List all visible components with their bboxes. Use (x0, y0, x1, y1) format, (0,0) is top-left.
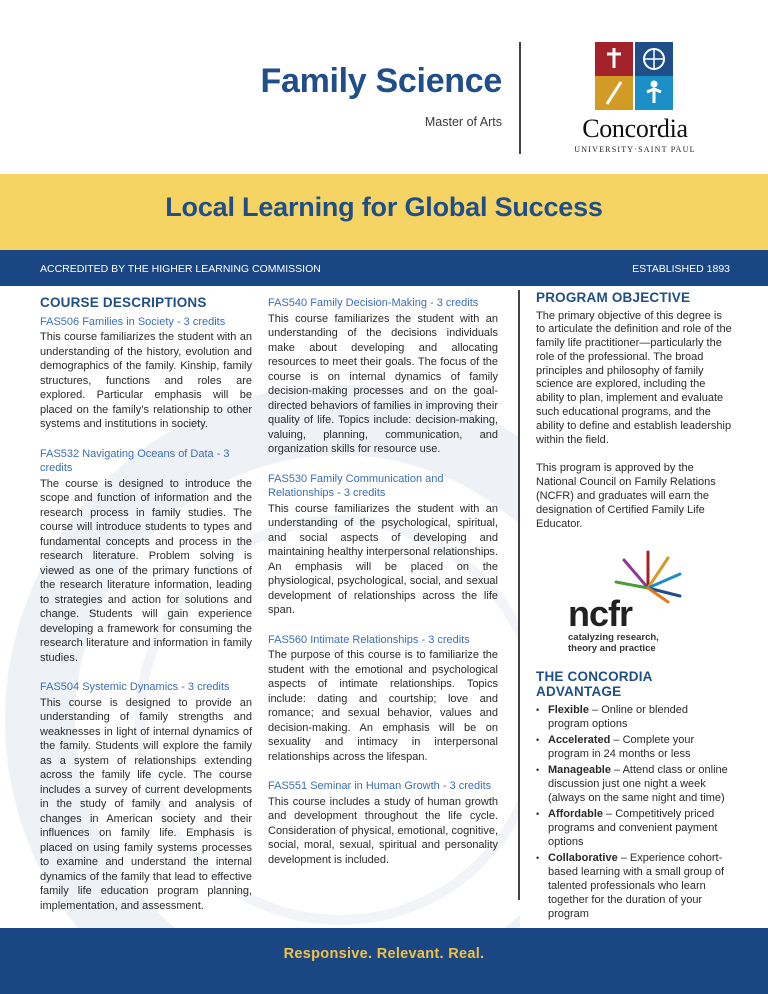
course-item (268, 472, 498, 618)
course-description: The purpose of this course is to familiarize the student with the emotional and psychological aspects of intimate relationships. Topics include: dating and courtship; love and romance; and sexual behavior, values and decision-making. An emphasis will be on sexuality and intimacy in interpersonal relationships across the lifespan. (268, 649, 498, 763)
advantage-text: – Attend class or online discussion just one night a week (always on the same night and time) (548, 764, 728, 805)
ncfr-approval-text: This program is approved by the National Council on Family Relations (NCFR) and graduates will earn the designation of Certified Family Life Educator. (536, 462, 716, 530)
logo-subline: UNIVERSITY·SAINT PAUL (574, 145, 696, 154)
course-item (40, 680, 252, 913)
program-objective-text: The primary objective of this degree is to articulate the definition and role of the family life practitioner—particularly the role of the professional. The broad principles and philosophy of family science are explored, including the ability to plan, implement and evaluate such educational programs, and the ability to define and establish leadership within the field. (536, 309, 732, 446)
course-item (268, 296, 498, 457)
advantage-term: Affordable (548, 808, 603, 821)
course-item (40, 315, 252, 432)
logo-wordmark: Concordia (582, 114, 688, 143)
course-description: This course is designed to provide an understanding of family strengths and weaknesses in light of internal dynamics of the family. Students will explore the family as a system of relationships extending across the family life cycle. The course includes a survey of current developments in the study of family and analysis of changes in American society and their influences on family life. Emphasis is placed on using family systems processes to examine and understand the internal dynamics of the family that lead to effective family life education program planning, implementation, and assessment. (40, 696, 252, 912)
ncfr-tagline-line-1: catalyzing research, (568, 632, 659, 644)
page-subtitle: Master of Arts (424, 115, 502, 129)
advantage-item (536, 851, 732, 921)
column-divider (518, 290, 520, 900)
page-title: Family Science (260, 62, 502, 100)
course-column-2 (268, 296, 498, 882)
advantage-item (536, 733, 732, 761)
ncfr-logo (568, 546, 688, 656)
course-title: FAS504 Systemic Dynamics - 3 credits (40, 681, 230, 693)
course-column-1 (40, 296, 252, 928)
program-objective-heading: PROGRAM OBJECTIVE (536, 290, 691, 305)
banner-headline: Local Learning for Global Success (165, 192, 603, 222)
concordia-logo-icon (573, 42, 697, 110)
advantage-text: – Experience cohort-based learning with a small group of talented professionals who learn together for the duration of your program (548, 852, 725, 921)
ncfr-tagline-line-2: theory and practice (568, 643, 656, 655)
course-item (268, 779, 498, 867)
course-title: FAS551 Seminar in Human Growth - 3 credits (268, 780, 492, 792)
ncfr-wordmark: ncfr (568, 593, 633, 635)
advantage-term: Manageable (548, 764, 611, 777)
course-description: This course includes a study of human growth and development throughout the life cycle. Consideration of physical, emotional, cognitive, social, moral, sexual, spiritual and personality development is included. (268, 795, 498, 866)
advantage-text: – Complete your program in 24 months or less (548, 734, 695, 761)
course-item (268, 633, 498, 765)
course-description: The course is designed to introduce the scope and function of information and the research process in family studies. The course will introduce students to types and fundamental concepts and process in the research literature. Problem solving is viewed as one of the primary functions of the research literature information, leading to strategies and action for solutions and change. Students will gain experience developing a framework for consuming the research literature and information in family studies. (40, 477, 252, 664)
course-description: This course familiarizes the student with an understanding of the psychological, spiritual, and social aspects of developing and maintaining healthy interpersonal relationships. An emphasis will be placed on the physiological, psychological, social, and sexual development of relationships across the life span. (268, 502, 498, 616)
accreditation-bar (0, 250, 768, 286)
advantage-term: Accelerated (548, 734, 611, 747)
advantage-item (536, 703, 732, 731)
sidebar-column (536, 291, 732, 923)
accreditation-text: ACCREDITED BY THE HIGHER LEARNING COMMISSION (40, 263, 321, 275)
established-text: ESTABLISHED 1893 (632, 263, 730, 275)
advantage-heading: THE CONCORDIA ADVANTAGE (536, 669, 653, 699)
footer-slogan: Responsive. Relevant. Real. (283, 946, 485, 962)
advantage-term: Collaborative (548, 852, 618, 865)
ncfr-tagline (568, 632, 698, 654)
header-divider (519, 42, 521, 154)
advantage-item (536, 763, 732, 805)
advantage-term: Flexible (548, 704, 589, 717)
course-title: FAS532 Navigating Oceans of Data - 3 credits (40, 447, 230, 474)
course-title: FAS560 Intimate Relationships - 3 credits (268, 633, 470, 646)
course-title: FAS530 Family Communication and Relationships - 3 credits (268, 472, 444, 499)
advantage-text: – Competitively priced programs and convenient payment options (548, 808, 718, 849)
course-item (40, 447, 252, 666)
course-title: FAS506 Families in Society - 3 credits (40, 315, 226, 328)
advantage-item (536, 807, 732, 849)
course-descriptions-heading: COURSE DESCRIPTIONS (40, 295, 207, 310)
advantage-text: – Online or blended program options (548, 704, 689, 731)
course-title: FAS540 Family Decision-Making - 3 credits (268, 297, 479, 309)
advantage-list (536, 703, 732, 921)
course-description: This course familiarizes the student with an understanding of the history, evolution and demographics of the family. Kinship, family structures, functions and roles are explored. Particular emphasis will be placed on the family’s relationship to other systems and institutions in society. (40, 331, 252, 430)
course-description: This course familiarizes the student with an understanding of the decisions individuals make about developing and allocating resources to meet their goals. The focus of the course is on internal dynamics of family decision-making processes and on the goal-directed behaviors of families in improving their quality of life. Topics include: decision-making, valuing, planning, communication, and organization skills for resource use. (268, 312, 498, 455)
